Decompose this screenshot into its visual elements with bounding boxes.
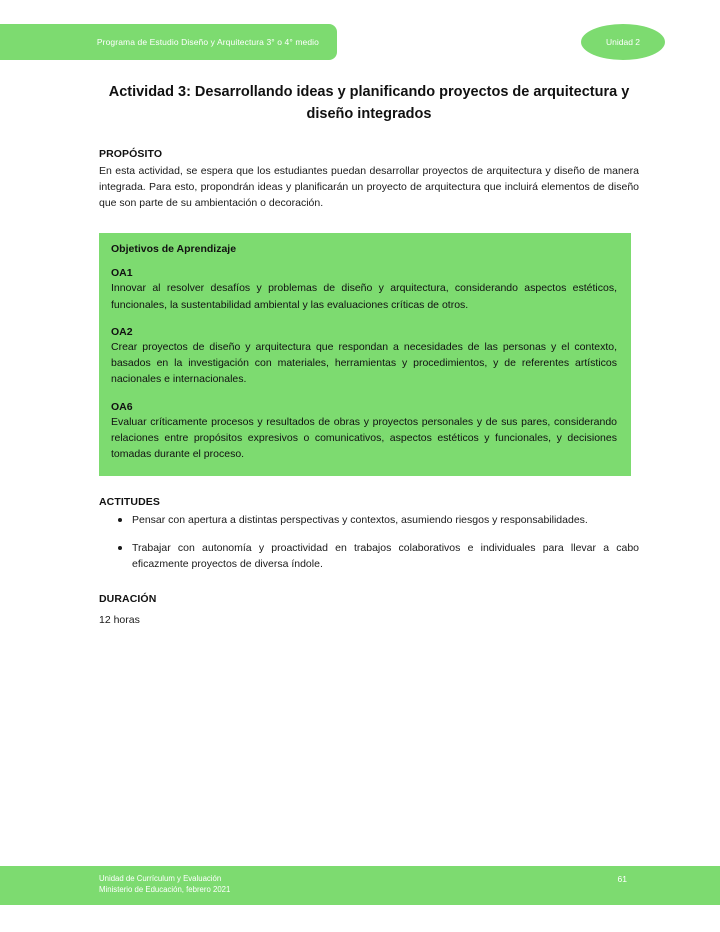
page-content: [99, 82, 639, 626]
page-number: 61: [617, 874, 627, 884]
list-item: [99, 540, 639, 573]
page-header: [0, 24, 720, 60]
objetivo-item: [111, 267, 617, 313]
proposito-section: [99, 148, 639, 212]
footer-line-unit: Unidad de Currículum y Evaluación: [99, 874, 222, 883]
actitudes-list: [99, 512, 639, 572]
bullet-icon: [118, 518, 122, 522]
actitudes-heading: ACTITUDES: [99, 496, 160, 509]
objetivos-aprendizaje-box: [99, 233, 631, 476]
page-title: Actividad 3: Desarrollando ideas y planificando proyectos de arquitectura y diseño integrados: [108, 84, 630, 122]
header-program-label: Programa de Estudio Diseño y Arquitectura 3° o 4° medio: [96, 37, 319, 47]
duracion-section: [99, 593, 639, 626]
duracion-value: 12 horas: [99, 614, 140, 627]
objetivo-code: OA6: [111, 400, 133, 413]
actitud-text: Trabajar con autonomía y proactividad en trabajos colaborativos e individuales para llevar a cabo eficazmente proyectos de diversa índole.: [132, 541, 639, 570]
page-footer: [0, 866, 720, 905]
header-program-banner: [0, 24, 337, 60]
proposito-text: En esta actividad, se espera que los estudiantes puedan desarrollar proyectos de arquitectura y diseño de manera integrada. Para esto, propondrán ideas y planificarán un proyecto de arquitectura que incluirá elementos de diseño que son parte de su ambientación o decoración.: [99, 164, 639, 210]
unit-badge-label: Unidad 2: [605, 37, 641, 47]
actitudes-section: [99, 496, 639, 572]
objetivo-code: OA1: [111, 267, 133, 280]
unit-badge: [581, 24, 665, 60]
objetivo-code: OA2: [111, 325, 133, 338]
objetivo-text: Crear proyectos de diseño y arquitectura que respondan a necesidades de las personas y el contexto, basados en la investigación con materiales, herramientas y procedimientos, y de referentes artísticos nacionales e internacionales.: [111, 340, 617, 386]
footer-attribution: [99, 874, 230, 895]
objetivo-item: [111, 401, 617, 463]
objetivo-item: [111, 326, 617, 388]
duracion-heading: DURACIÓN: [99, 593, 157, 606]
list-item: [99, 512, 639, 528]
objetivo-text: Innovar al resolver desafíos y problemas de diseño y arquitectura, considerando aspectos estéticos, funcionales, la sustentabilidad ambiental y las evaluaciones críticas de otros.: [111, 282, 617, 311]
objetivos-box-title: Objetivos de Aprendizaje: [111, 243, 237, 256]
footer-content: [99, 874, 627, 895]
actitud-text: Pensar con apertura a distintas perspectivas y contextos, asumiendo riesgos y responsabilidades.: [132, 514, 588, 527]
footer-line-ministry: Ministerio de Educación, febrero 2021: [99, 884, 231, 894]
objetivo-text: Evaluar críticamente procesos y resultados de obras y proyectos personales y de sus pares, considerando relaciones entre propósitos expresivos o comunicativos, aspectos estéticos y funcionales, y decisiones tomadas durante el proceso.: [111, 415, 617, 461]
bullet-icon: [118, 546, 122, 550]
proposito-heading: PROPÓSITO: [99, 147, 163, 160]
